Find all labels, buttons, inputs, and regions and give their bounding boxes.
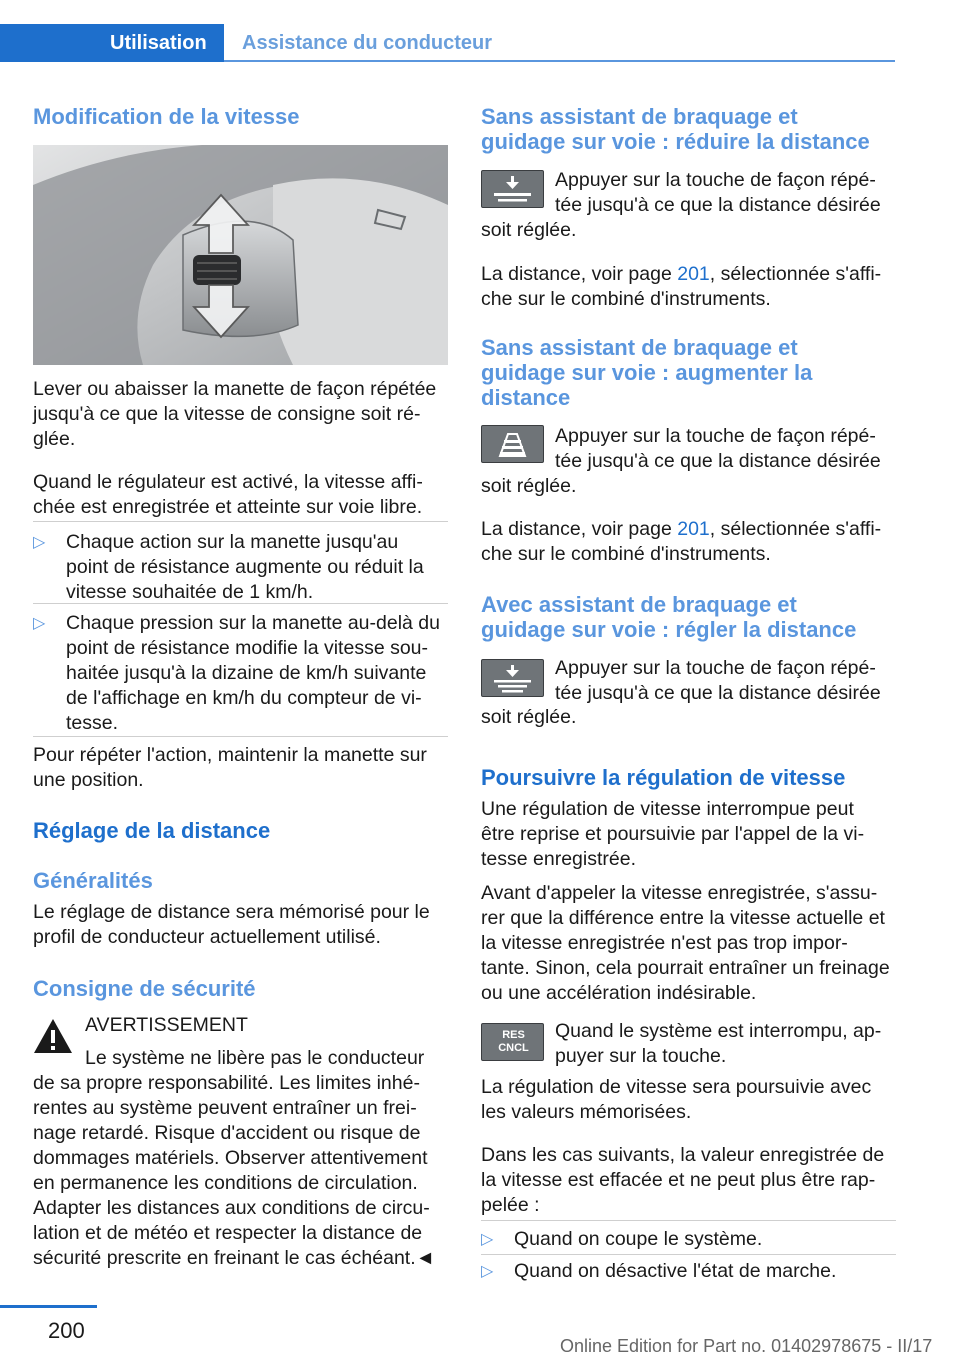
text-line: point de résistance augmente ou réduit la	[66, 556, 424, 578]
text-line: che sur le combiné d'instruments.	[481, 288, 771, 310]
text-line: Pour répéter l'action, maintenir la manette sur	[33, 744, 427, 766]
heading-speed-change: Modification de la vitesse	[33, 104, 300, 129]
text-line: glée.	[33, 428, 76, 450]
text-line: ou une accélération indésirable.	[481, 982, 757, 1004]
text-line: tante. Sinon, cela pourrait entraîner un freinage	[481, 957, 890, 979]
divider	[481, 1220, 896, 1221]
text-line: Dans les cas suivants, la valeur enregistrée de	[481, 1144, 885, 1166]
heading-line: Sans assistant de braquage et	[481, 104, 798, 129]
text-line: che sur le combiné d'instruments.	[481, 543, 771, 565]
heading-resume: Poursuivre la régulation de vitesse	[481, 765, 846, 790]
set-instruction	[555, 656, 895, 706]
warning-line: Le système ne libère pas le conducteur	[85, 1047, 425, 1069]
reduce-page-ref	[481, 262, 896, 312]
repeat-paragraph	[33, 743, 448, 793]
distance-decrease-button	[481, 170, 544, 208]
warning-title: AVERTISSEMENT	[85, 1014, 248, 1036]
text-line: Une régulation de vitesse interrompue peut	[481, 798, 854, 820]
tab-assistance[interactable]: Assistance du conducteur	[242, 32, 493, 54]
text-span: La distance, voir page	[481, 518, 678, 540]
text-line: tée jusqu'à ce que la distance désirée	[555, 682, 881, 704]
text-line: Lever ou abaisser la manette de façon répétée	[33, 378, 437, 400]
divider	[481, 1254, 896, 1255]
speed-paragraph-1	[33, 377, 448, 452]
heading-line: guidage sur voie : réduire la distance	[481, 129, 870, 154]
text-line: Adapter les distances aux conditions de circu-	[33, 1197, 430, 1219]
text-line: Chaque pression sur la manette au-delà du	[66, 612, 440, 634]
heading-reduce-distance	[481, 104, 896, 154]
heading-line: guidage sur voie : augmenter la	[481, 360, 813, 385]
distance-set-button	[481, 659, 544, 697]
set-instruction-end: soit réglée.	[481, 706, 577, 728]
speed-paragraph-2	[33, 470, 448, 520]
page-header	[0, 24, 895, 64]
increase-instruction	[555, 424, 895, 474]
text-line: Le réglage de distance sera mémorisé pour le	[33, 901, 430, 923]
text-line: les valeurs mémorisées.	[481, 1101, 692, 1123]
text-line: tesse enregistrée.	[481, 848, 637, 870]
list-item	[33, 611, 448, 736]
bullet-triangle-icon: ▷	[481, 1263, 494, 1280]
distance-increase-button	[481, 425, 544, 463]
warning-icon	[33, 1018, 73, 1054]
text-line: être reprise et poursuivie par l'appel de la vi-	[481, 823, 865, 845]
reduce-instruction-end: soit réglée.	[481, 219, 577, 241]
heading-set-distance	[481, 592, 896, 642]
general-paragraph	[33, 900, 448, 950]
resume-paragraph-3	[481, 1075, 896, 1125]
bullet-triangle-icon: ▷	[33, 615, 46, 632]
text-line: La régulation de vitesse sera poursuivie avec	[481, 1076, 872, 1098]
heading-distance: Réglage de la distance	[33, 818, 271, 843]
text-span: La distance, voir page	[481, 263, 678, 285]
resume-paragraph-2	[481, 881, 901, 1006]
list-item	[481, 1227, 896, 1252]
distance-decrease-icon	[482, 171, 543, 207]
text-line: la vitesse est effacée et ne peut plus être rap-	[481, 1169, 876, 1191]
text-line: dommages matériels. Observer attentivement	[33, 1147, 428, 1169]
online-edition-note: Online Edition for Part no. 01402978675 - II/17	[560, 1336, 933, 1356]
resume-paragraph-1	[481, 797, 896, 872]
text-line: RES	[502, 1029, 525, 1041]
text-line: profil de conducteur actuellement utilisé.	[33, 926, 381, 948]
text-line: Appuyer sur la touche de façon répé-	[555, 425, 876, 447]
heading-general: Généralités	[33, 868, 153, 893]
text-line: rentes au système peuvent entraîner un frei-	[33, 1097, 417, 1119]
text-span: , sélectionnée s'affi-	[709, 263, 882, 285]
heading-line: Sans assistant de braquage et	[481, 335, 798, 360]
text-line: Chaque action sur la manette jusqu'au	[66, 531, 399, 553]
text-line: nage retardé. Risque d'accident ou risque de	[33, 1122, 421, 1144]
text-span: , sélectionnée s'affi-	[709, 518, 882, 540]
text-line: sécurité prescrite en freinant le cas échéant.◄	[33, 1247, 435, 1269]
divider	[33, 521, 448, 522]
divider	[33, 603, 448, 604]
text-line: vitesse souhaitée de 1 km/h.	[66, 581, 314, 603]
page-number: 200	[48, 1318, 85, 1343]
list-item	[33, 530, 448, 605]
resume-paragraph-4	[481, 1143, 896, 1218]
page-link-201[interactable]: 201	[677, 518, 710, 540]
increase-page-ref	[481, 517, 896, 567]
text-line: une position.	[33, 769, 144, 791]
text-line: tesse.	[66, 712, 119, 734]
text-line: de l'affichage en km/h du compteur de vi-	[66, 687, 422, 709]
text-line: puyer sur la touche.	[555, 1045, 727, 1067]
divider	[33, 736, 448, 737]
warning-body	[33, 1071, 448, 1271]
text-line: Avant d'appeler la vitesse enregistrée, s'assu-	[481, 882, 878, 904]
text-line: Appuyer sur la touche de façon répé-	[555, 657, 876, 679]
text-line: tée jusqu'à ce que la distance désirée	[555, 194, 881, 216]
res-cncl-label	[482, 1029, 545, 1055]
text-line: pelée :	[481, 1194, 540, 1216]
heading-line: Avec assistant de braquage et	[481, 592, 797, 617]
text-line: Quand on désactive l'état de marche.	[514, 1260, 837, 1282]
footer-rule	[0, 1305, 97, 1308]
text-line: tée jusqu'à ce que la distance désirée	[555, 450, 881, 472]
text-line: CNCL	[498, 1042, 529, 1054]
text-line: Quand le régulateur est activé, la vitesse affi-	[33, 471, 423, 493]
text-line: Appuyer sur la touche de façon répé-	[555, 169, 876, 191]
text-line: point de résistance modifie la vitesse sou-	[66, 637, 429, 659]
text-line: Quand on coupe le système.	[514, 1228, 763, 1250]
res-instruction	[555, 1019, 895, 1069]
text-line: Quand le système est interrompu, ap-	[555, 1020, 882, 1042]
text-line: jusqu'à ce que la vitesse de consigne soit ré-	[33, 403, 421, 425]
distance-increase-icon	[482, 426, 543, 462]
heading-increase-distance	[481, 335, 896, 410]
increase-instruction-end: soit réglée.	[481, 475, 577, 497]
bullet-triangle-icon: ▷	[33, 534, 46, 551]
list-item	[481, 1259, 896, 1284]
reduce-instruction	[555, 168, 895, 218]
steering-rocker-illustration	[33, 145, 448, 365]
text-line: chée est enregistrée et atteinte sur voie libre.	[33, 496, 423, 518]
heading-line: guidage sur voie : régler la distance	[481, 617, 857, 642]
text-line: rer que la différence entre la vitesse actuelle et	[481, 907, 885, 929]
distance-set-icon	[482, 660, 543, 696]
heading-safety: Consigne de sécurité	[33, 976, 256, 1001]
steering-wheel-photo	[33, 145, 448, 365]
header-rule	[224, 60, 895, 62]
heading-line: distance	[481, 385, 571, 410]
bullet-triangle-icon: ▷	[481, 1231, 494, 1248]
text-line: la vitesse enregistrée n'est pas trop impor-	[481, 932, 848, 954]
text-line: en permanence les conditions de circulation.	[33, 1172, 418, 1194]
tab-utilisation[interactable]: Utilisation	[0, 24, 224, 62]
res-cncl-button	[481, 1023, 544, 1061]
text-line: lation et de météo et respecter la distance de	[33, 1222, 423, 1244]
text-line: haitée jusqu'à la dizaine de km/h suivante	[66, 662, 427, 684]
page-link-201[interactable]: 201	[677, 263, 710, 285]
text-line: de sa propre responsabilité. Les limites inhé-	[33, 1072, 420, 1094]
